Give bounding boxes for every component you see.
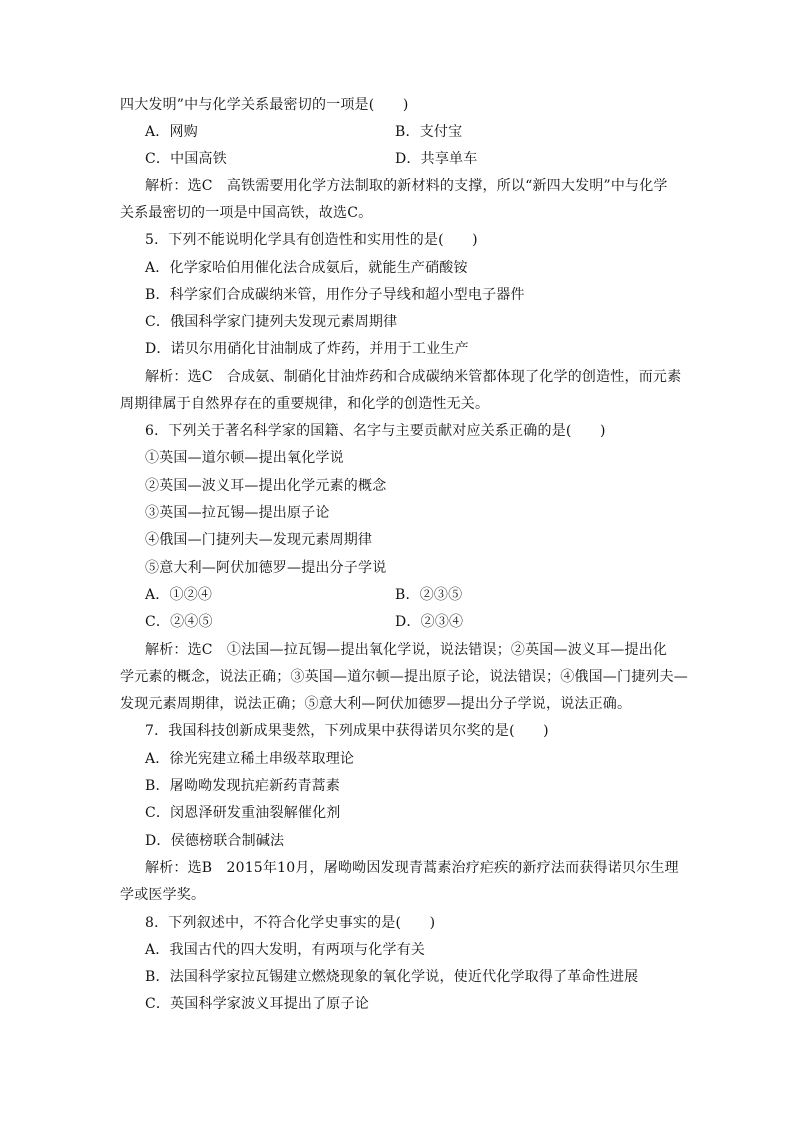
q4-stem-tail: 四大发明”中与化学关系最密切的一项是( )	[120, 97, 409, 113]
q6-option-a: A．①②④	[145, 587, 213, 603]
q4-option-c: C．中国高铁	[145, 151, 227, 167]
q6-stem: 6．下列关于著名科学家的国籍、名字与主要贡献对应关系正确的是( )	[145, 423, 606, 439]
q6-item-3: ③英国—拉瓦锡—提出原子论	[145, 505, 330, 521]
q5-option-d: D．诺贝尔用硝化甘油制成了炸药，并用于工业生产	[145, 341, 469, 357]
q5-stem: 5．下列不能说明化学具有创造性和实用性的是( )	[145, 232, 478, 248]
q4-option-d: D．共享单车	[395, 151, 478, 167]
q6-analysis-line-3: 发现元素周期律，说法正确；⑤意大利—阿伏加德罗—提出分子学说，说法正确。	[120, 696, 632, 712]
q5-option-c: C．俄国科学家门捷列夫发现元素周期律	[145, 314, 398, 330]
q6-option-c: C．②④⑤	[145, 614, 213, 630]
q8-stem: 8．下列叙述中，不符合化学史事实的是( )	[145, 915, 436, 931]
q6-option-b: B．②③⑤	[395, 587, 463, 603]
q5-option-a: A．化学家哈伯用催化法合成氨后，就能生产硝酸铵	[145, 260, 468, 276]
q8-option-c: C．英国科学家波义耳提出了原子论	[145, 996, 369, 1012]
q6-item-1: ①英国—道尔顿—提出氧化学说	[145, 450, 344, 466]
q5-analysis-line-1: 解析：选C 合成氨、制硝化甘油炸药和合成碳纳米管都体现了化学的创造性，而元素	[145, 369, 682, 385]
q5-analysis-line-2: 周期律属于自然界存在的重要规律，和化学的创造性无关。	[120, 396, 490, 412]
q7-option-a: A．徐光宪建立稀土串级萃取理论	[145, 751, 355, 767]
q5-option-b: B．科学家们合成碳纳米管，用作分子导线和超小型电子器件	[145, 287, 525, 303]
q8-option-a: A．我国古代的四大发明，有两项与化学有关	[145, 942, 426, 958]
q6-analysis-line-2: 学元素的概念，说法正确；③英国—道尔顿—提出原子论，说法错误；④俄国—门捷列夫—	[120, 669, 688, 685]
q4-option-a: A．网购	[145, 124, 198, 140]
q7-analysis-line-1: 解析：选B 2015年10月，屠呦呦因发现青蒿素治疗疟疾的新疗法而获得诺贝尔生理	[145, 860, 679, 876]
q4-analysis-line-2: 关系最密切的一项是中国高铁，故选C。	[120, 205, 373, 221]
q6-item-4: ④俄国—门捷列夫—发现元素周期律	[145, 532, 373, 548]
q7-option-b: B．屠呦呦发现抗疟新药青蒿素	[145, 778, 341, 794]
q6-analysis-line-1: 解析：选C ①法国—拉瓦锡—提出氧化学说，说法错误；②英国—波义耳—提出化	[145, 642, 668, 658]
q6-option-d: D．②③④	[395, 614, 464, 630]
q7-option-c: C．闵恩泽研发重油裂解催化剂	[145, 805, 341, 821]
q6-item-2: ②英国—波义耳—提出化学元素的概念	[145, 478, 387, 494]
q4-option-b: B．支付宝	[395, 124, 463, 140]
q6-item-5: ⑤意大利—阿伏加德罗—提出分子学说	[145, 560, 387, 576]
q7-stem: 7．我国科技创新成果斐然，下列成果中获得诺贝尔奖的是( )	[145, 723, 549, 739]
q7-option-d: D．侯德榜联合制碱法	[145, 833, 285, 849]
q8-option-b: B．法国科学家拉瓦锡建立燃烧现象的氧化学说，使近代化学取得了革命性进展	[145, 969, 639, 985]
q7-analysis-line-2: 学或医学奖。	[120, 887, 206, 903]
q4-analysis-line-1: 解析：选C 高铁需要用化学方法制取的新材料的支撑，所以“新四大发明”中与化学	[145, 178, 668, 194]
